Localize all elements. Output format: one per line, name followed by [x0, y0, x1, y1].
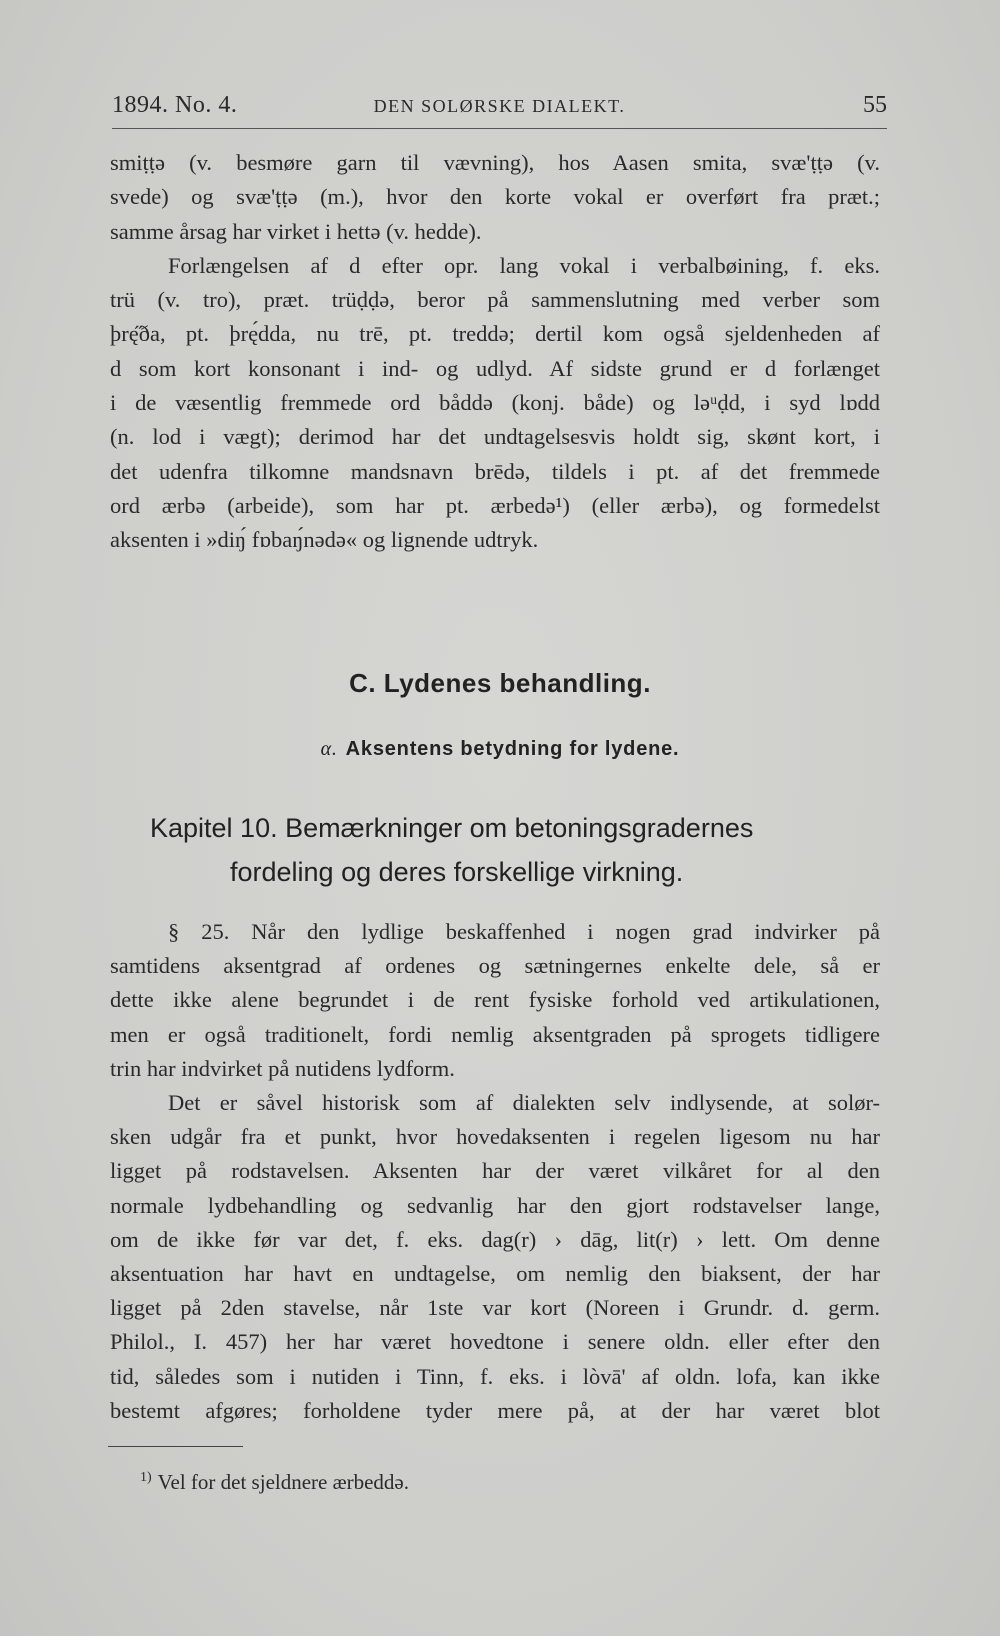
text-line: Forlængelsen af d efter opr. lang vokal i verbalbøining, f. eks.	[168, 252, 880, 278]
text-line: Philol., I. 457) her har været hovedtone i senere oldn. eller efter den	[110, 1329, 880, 1355]
section-heading-c: C. Lydenes behandling.	[349, 668, 651, 698]
text-line: trü (v. tro), præt. trüḍḍə, beror på sammenslutning med verber som	[110, 287, 880, 313]
text-line: aksenten i »diŋ́ fɒbaŋ́nədə« og lignende udtryk.	[110, 527, 539, 553]
text-line: samtidens aksentgrad af ordenes og sætningernes enkelte dele, så er	[110, 953, 880, 979]
page-number: 55	[863, 92, 887, 118]
footnote-text: Vel for det sjeldnere ærbeddə.	[157, 1470, 409, 1494]
text-line: i de væsentlig fremmede ord båddə (konj. både) og lǝᵘḍd, i syd lɒdd	[110, 390, 880, 416]
text-line: aksentuation har havt en undtagelse, om nemlig den biaksent, der har	[110, 1260, 880, 1286]
text-line: normale lydbehandling og sedvanlig har den gjort rodstavelser lange,	[110, 1192, 880, 1218]
text-line: d som kort konsonant i ind- og udlyd. Af sidste grund er d forlænget	[110, 355, 880, 381]
text-line: om de ikke før var det, f. eks. dag(r) › dāg, lit(r) › lett. Om denne	[110, 1226, 880, 1252]
footnote-divider	[108, 1446, 243, 1447]
text-line: sken udgår fra et punkt, hvor hovedaksenten i regelen ligesom nu har	[110, 1124, 880, 1150]
footnote-mark: 1)	[140, 1470, 152, 1485]
text-line: (n. lod i vægt); derimod har det undtagelsesvis holdt sig, skønt kort, i	[110, 424, 880, 450]
text-line: men er også traditionelt, fordi nemlig aksentgraden på sprogets tidligere	[110, 1021, 880, 1047]
header-title: DEN SOLØRSKE DIALEKT.	[373, 96, 626, 116]
text-line: det udenfra tilkomne mandsnavn brēdə, tildels i pt. af det fremmede	[110, 458, 880, 484]
text-line: ord ærbə (arbeide), som har pt. ærbedə¹) (eller ærbə), og formedelst	[110, 492, 880, 518]
chapter-heading-line2: fordeling og deres forskellige virkning.	[230, 857, 684, 887]
header-issue: 1894. No. 4.	[112, 92, 238, 118]
text-line: dette ikke alene begrundet i de rent fysiske forhold ved artikulationen,	[110, 987, 880, 1013]
text-line: þrę̋ða, pt. þrę́dda, nu trē, pt. treddə; dertil kom også sjeldenheden af	[110, 321, 880, 347]
text-line: bestemt afgøres; forholdene tyder mere på, at der har været blot	[110, 1397, 880, 1423]
text-line: tid, således som i nutiden i Tinn, f. eks. i lòvā' af oldn. lofa, kan ikke	[110, 1363, 880, 1389]
chapter-heading-line1: Kapitel 10. Bemærkninger om betoningsgradernes	[150, 813, 754, 843]
text-line: svede) og svæ'ṭṭə (m.), hvor den korte vokal er overført fra præt.;	[110, 184, 880, 210]
text-line: smiṭṭə (v. besmøre garn til vævning), hos Aasen smita, svæ'ṭṭə (v.	[110, 150, 880, 175]
paragraph-accent-history	[110, 1086, 880, 1428]
subsection-heading-alpha	[0, 738, 1000, 761]
text-line: ligget på 2den stavelse, når 1ste var kort (Noreen i Grundr. d. germ.	[110, 1295, 880, 1321]
subsection-title: Aksentens betydning for lydene.	[345, 738, 680, 760]
subsection-letter: α.	[320, 738, 338, 760]
text-line: samme årsag har virket i hettə (v. hedde).	[110, 218, 482, 244]
paragraph-section-25	[110, 915, 880, 1086]
text-line: ligget på rodstavelsen. Aksenten har der været vilkåret for al den	[110, 1158, 880, 1184]
text-line: § 25. Når den lydlige beskaffenhed i nogen grad indvirker på	[168, 919, 880, 944]
chapter-heading	[150, 806, 890, 894]
text-line: trin har indvirket på nutidens lydform.	[110, 1055, 455, 1081]
paragraph-forlaengelse	[110, 146, 880, 558]
running-header	[112, 92, 887, 129]
text-line: Det er såvel historisk som af dialekten selv indlysende, at solør-	[168, 1090, 880, 1115]
footnote	[140, 1470, 409, 1495]
